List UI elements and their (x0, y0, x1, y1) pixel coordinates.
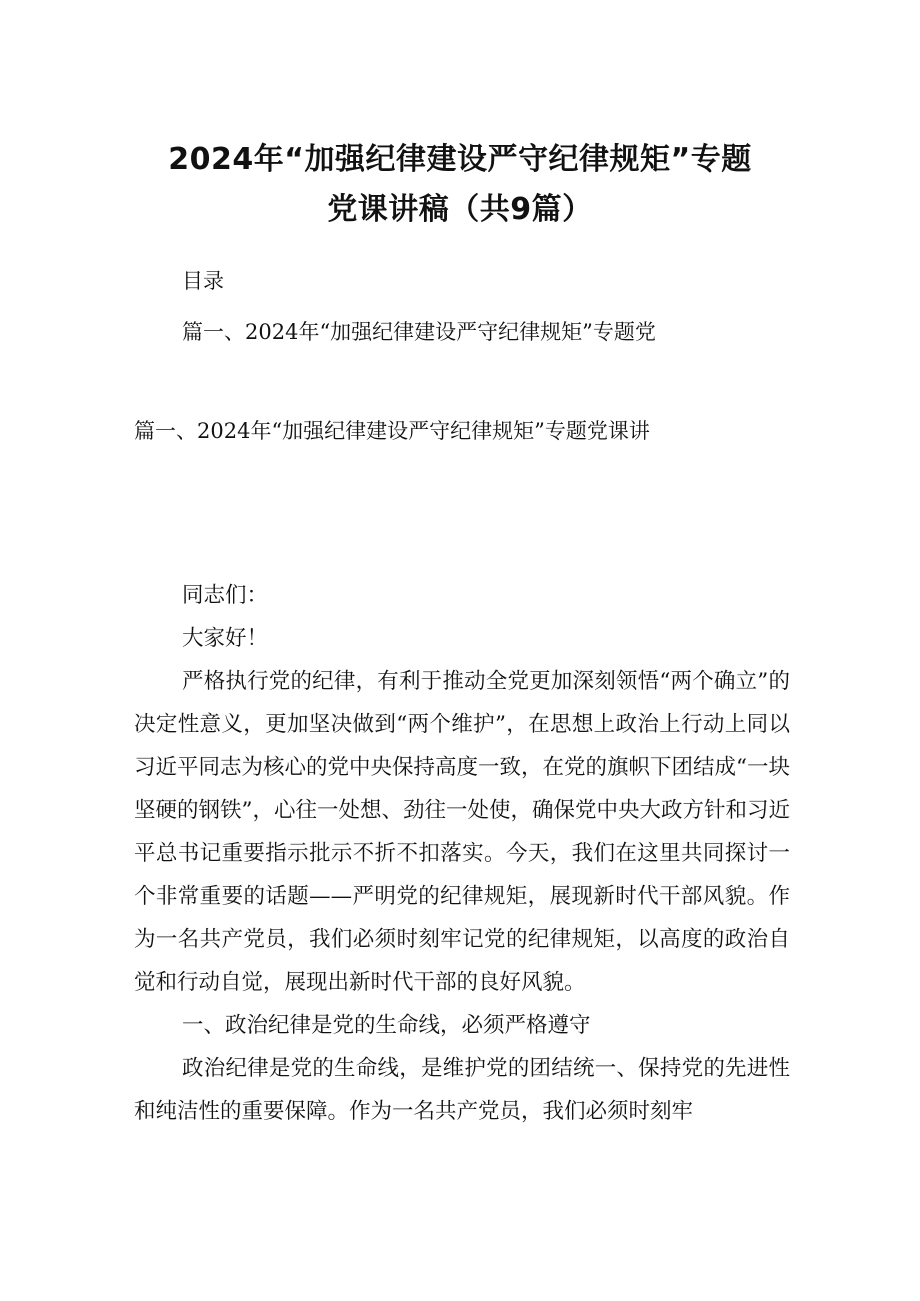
document-title-line-1: 2024年“加强纪律建设严守纪律规矩”专题 (168, 142, 752, 177)
document-title-line-2: 党课讲稿（共9篇） (327, 192, 593, 227)
salutation: 同志们： (182, 583, 269, 608)
document-body (134, 574, 790, 1133)
section-heading: 篇一、2024年“加强纪律建设严守纪律规矩”专题党课讲 (134, 419, 650, 443)
toc-item-1[interactable]: 篇一、2024年“加强纪律建设严守纪律规矩”专题党 (182, 320, 656, 344)
greeting: 大家好！ (182, 626, 269, 651)
toc-label: 目录 (182, 269, 224, 293)
subsection-heading-1: 一、政治纪律是党的生命线，必须严格遵守 (182, 1013, 591, 1038)
body-paragraph-1: 严格执行党的纪律，有利于推动全党更加深刻领悟“两个确立”的决定性意义，更加坚决做到“两个维护”，在思想上政治上行动上同以习近平同志为核心的党中央保持高度一致，在党的旗帜下团结成“一块坚硬的钢铁”，心往一处想、劲往一处使，确保党中央大政方针和习近平总书记重要指示批示不折不扣落实。今天，我们在这里共同探讨一个非常重要的话题——严明党的纪律规矩，展现新时代干部风貌。作为一名共产党员，我们必须时刻牢记党的纪律规矩，以高度的政治自觉和行动自觉，展现出新时代干部的良好风貌。 (134, 669, 790, 995)
body-paragraph-2: 政治纪律是党的生命线，是维护党的团结统一、保持党的先进性和纯洁性的重要保障。作为一名共产党员，我们必须时刻牢 (134, 1056, 790, 1124)
